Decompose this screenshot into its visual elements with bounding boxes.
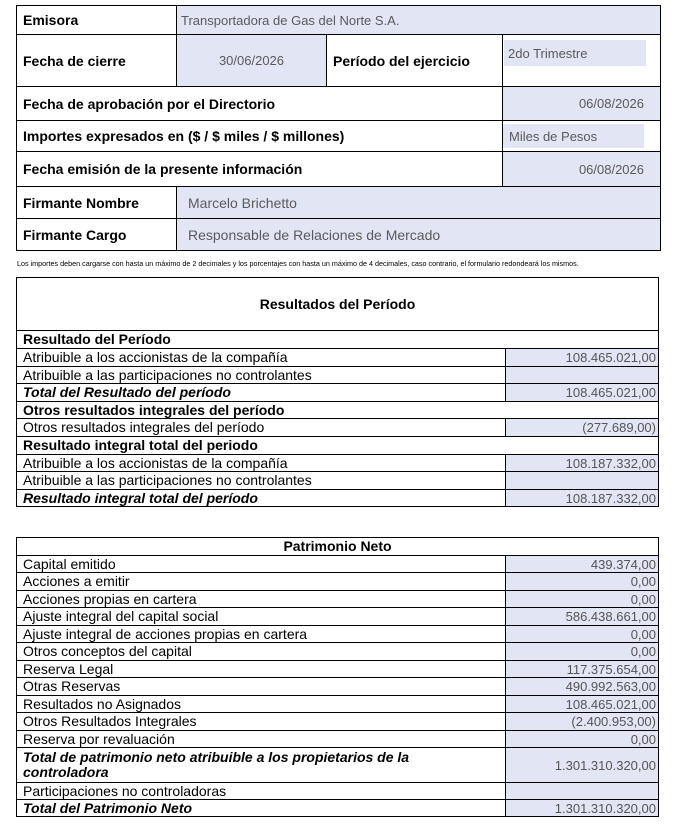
row-value-field[interactable]: 586.438.661,00	[505, 608, 658, 625]
row-label: Otros resultados integrales del período	[23, 401, 285, 418]
row-value-field[interactable]: 108.465.021,00	[505, 696, 658, 712]
resultados-title: Resultados del Período	[259, 296, 416, 312]
firmante-nombre-field[interactable]: Marcelo Brichetto	[177, 187, 661, 219]
importes-field[interactable]: Miles de Pesos	[503, 124, 644, 148]
row-value-field[interactable]: 0,00	[505, 591, 658, 607]
row-value-field[interactable]: 108.465.021,00	[505, 384, 658, 401]
table-row	[17, 418, 658, 436]
table-row	[17, 401, 658, 418]
table-row	[17, 730, 658, 747]
row-label: Ajuste integral de acciones propias en cartera	[23, 625, 308, 642]
decimals-note: Los importes deben cargarse con hasta un máximo de 2 decimales y los porcentajes con hasta un máximo de 4 decimales, caso contrario, el formulario redondeará los mismos.	[17, 259, 579, 268]
emisora-label: Emisora	[17, 6, 177, 35]
row-value	[505, 402, 658, 418]
aprobacion-label: Fecha de aprobación por el Directorio	[17, 87, 503, 121]
row-label: Participaciones no controladoras	[23, 782, 227, 799]
table-row	[17, 695, 658, 712]
row-label: Acciones a emitir	[23, 573, 130, 589]
row-label: Atribuible a las participaciones no controlantes	[23, 472, 312, 488]
row-value-field[interactable]	[505, 472, 658, 489]
table-row	[17, 607, 658, 625]
row-value-field[interactable]: 0,00	[505, 573, 658, 590]
row-value-field[interactable]: 439.374,00	[505, 556, 658, 572]
table-row	[17, 660, 658, 677]
table-row	[17, 590, 658, 607]
row-value-field[interactable]: 1.301.310.320,00	[505, 748, 658, 782]
row-value-field[interactable]	[505, 783, 658, 799]
firmante-cargo-label: Firmante Cargo	[17, 219, 177, 251]
periodo-label: Período del ejercicio	[327, 35, 503, 87]
row-value-field[interactable]: 490.992.563,00	[505, 678, 658, 695]
patrimonio-table	[16, 537, 659, 817]
table-row	[17, 383, 658, 401]
periodo-cell	[503, 35, 661, 87]
row-label: Otras Reservas	[23, 678, 121, 694]
table-row	[17, 799, 658, 816]
table-row	[17, 366, 658, 383]
row-value-field[interactable]: 0,00	[505, 643, 658, 660]
emision-field[interactable]: 06/08/2026	[503, 152, 661, 187]
row-label: Otros Resultados Integrales	[23, 713, 197, 729]
row-label: Reserva por revaluación	[23, 730, 175, 747]
table-row	[17, 489, 658, 506]
fecha-cierre-label: Fecha de cierre	[17, 35, 177, 87]
emision-label: Fecha emisión de la presente información	[17, 152, 503, 187]
row-value	[505, 331, 658, 348]
periodo-field[interactable]: 2do Trimestre	[504, 40, 646, 66]
row-value	[505, 437, 658, 454]
row-label: Atribuible a los accionistas de la compañía	[23, 454, 288, 471]
row-value-field[interactable]	[505, 367, 658, 383]
table-row	[17, 330, 658, 348]
row-label: Atribuible a las participaciones no controlantes	[23, 366, 312, 383]
row-value-field[interactable]: 0,00	[505, 731, 658, 747]
row-label: Total del Resultado del período	[23, 384, 231, 400]
row-value-field[interactable]: 108.187.332,00	[505, 455, 658, 471]
table-row	[17, 782, 658, 799]
row-label: Resultado del Período	[23, 331, 171, 347]
table-row	[17, 642, 658, 660]
row-label: Ajuste integral del capital social	[23, 608, 219, 624]
aprobacion-field[interactable]: 06/08/2026	[503, 87, 661, 121]
row-value-field[interactable]: 0,00	[505, 626, 658, 642]
table-row	[17, 747, 658, 782]
row-value-field[interactable]: 108.465.021,00	[505, 349, 658, 366]
header-info-table	[16, 5, 661, 251]
row-label: Otros conceptos del capital	[23, 643, 192, 659]
row-value-field[interactable]: 108.187.332,00	[505, 490, 658, 506]
table-row	[17, 572, 658, 590]
row-label: Total del Patrimonio Neto	[23, 799, 193, 816]
fecha-cierre-field[interactable]: 30/06/2026	[177, 35, 327, 87]
row-value-field[interactable]: (277.689,00)	[505, 419, 658, 436]
row-label: Resultado integral total del periodo	[23, 437, 258, 453]
row-label: Otros resultados integrales del período	[23, 419, 265, 435]
patrimonio-title: Patrimonio Neto	[283, 538, 392, 554]
row-value-field[interactable]: 1.301.310.320,00	[505, 800, 658, 816]
emisora-field[interactable]: Transportadora de Gas del Norte S.A.	[177, 6, 661, 35]
row-label: Resultados no Asignados	[23, 695, 181, 712]
row-label: Capital emitido	[23, 555, 116, 572]
table-row	[17, 712, 658, 730]
row-label: Atribuible a los accionistas de la compañía	[23, 349, 288, 365]
table-row	[17, 625, 658, 642]
table-row	[17, 677, 658, 695]
table-row	[17, 555, 658, 572]
table-row	[17, 348, 658, 366]
row-label: Resultado integral total del período	[23, 489, 258, 506]
table-row	[17, 436, 658, 454]
row-label: Reserva Legal	[23, 660, 114, 677]
importes-cell	[503, 121, 661, 152]
row-value-field[interactable]: 117.375.654,00	[505, 661, 658, 677]
firmante-cargo-field[interactable]: Responsable de Relaciones de Mercado	[177, 219, 661, 251]
importes-label: Importes expresados en ($ / $ miles / $ millones)	[17, 121, 503, 152]
table-row	[17, 471, 658, 489]
row-label: Total de patrimonio neto atribuible a los propietarios de la controladora	[23, 749, 410, 780]
row-label: Acciones propias en cartera	[23, 590, 197, 607]
table-row	[17, 454, 658, 471]
resultados-table	[16, 277, 659, 507]
row-value-field[interactable]: (2.400.953,00)	[505, 713, 658, 730]
firmante-nombre-label: Firmante Nombre	[17, 187, 177, 219]
